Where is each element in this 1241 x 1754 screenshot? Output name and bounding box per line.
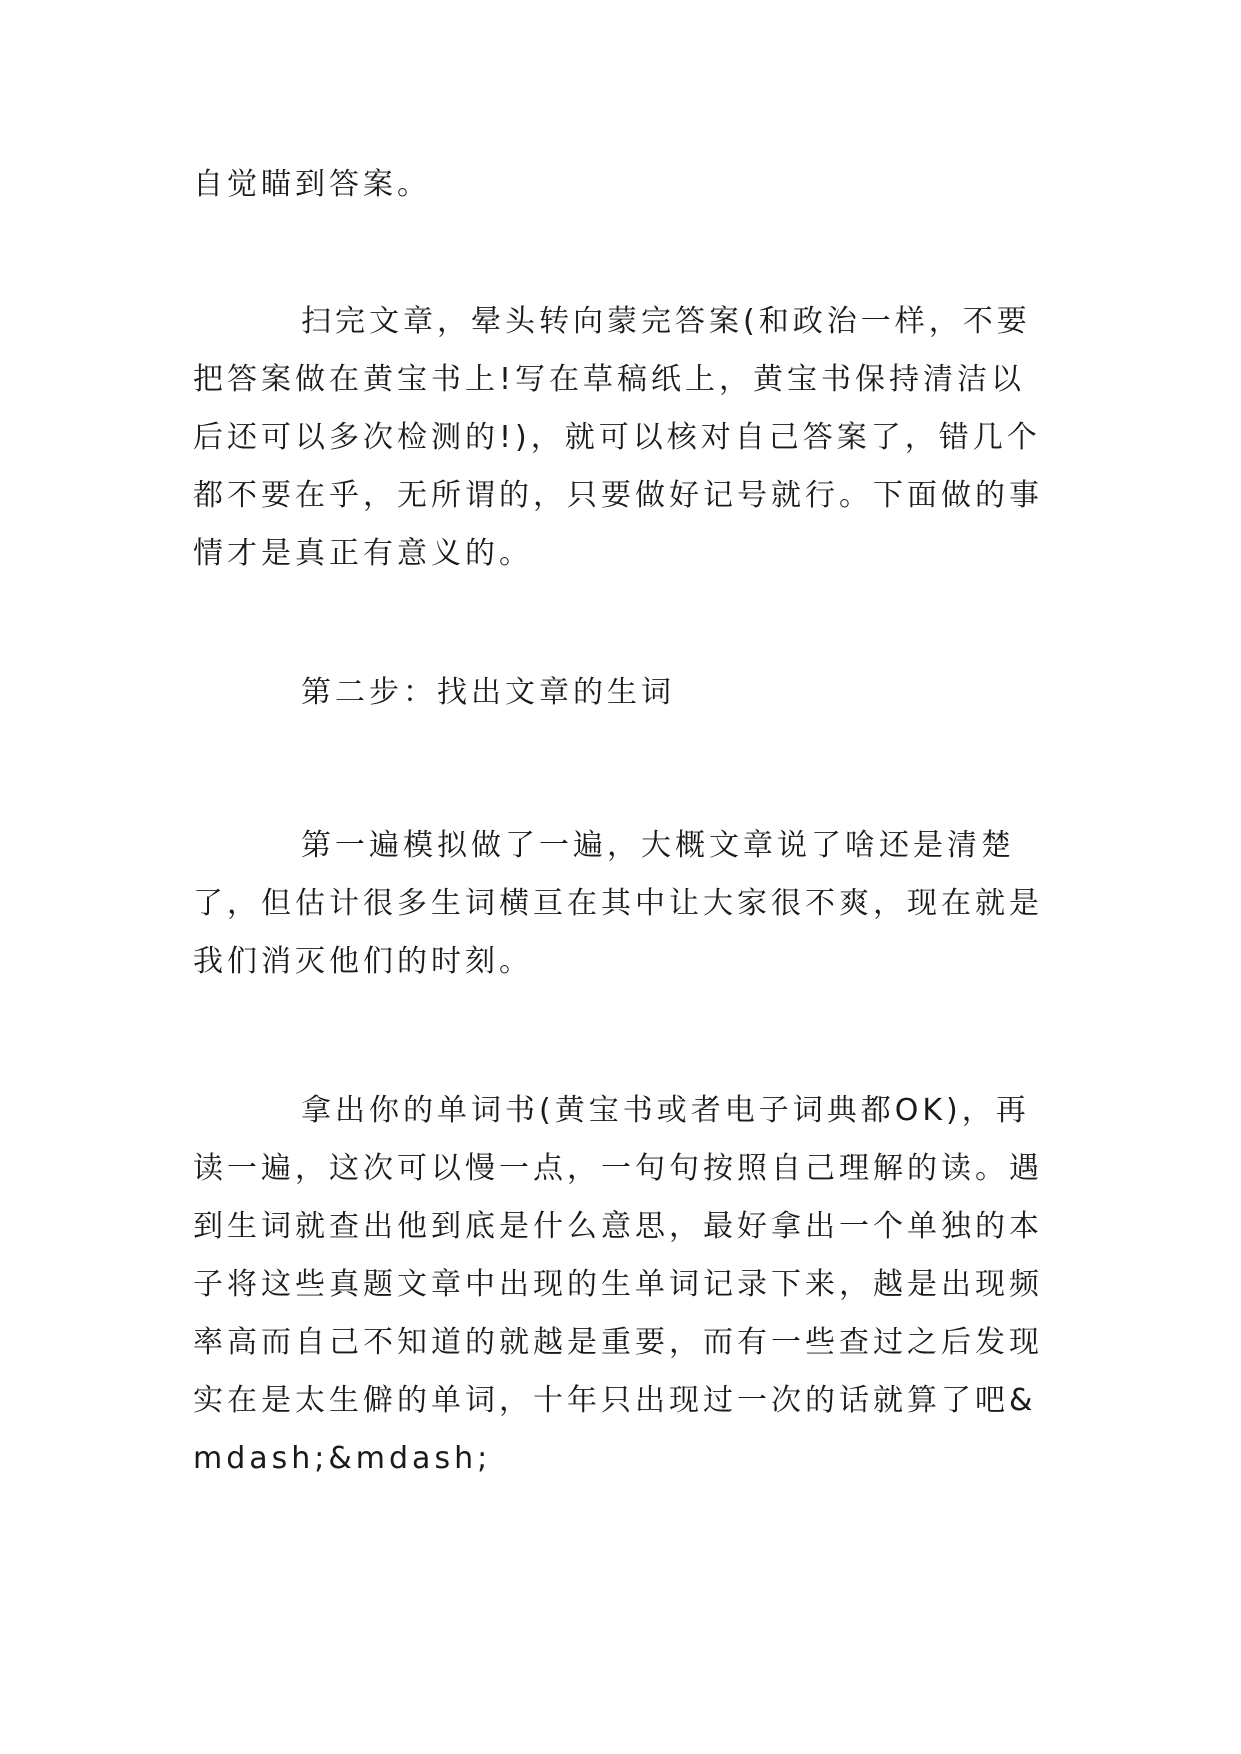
paragraph-vocabulary-intro: 第一遍模拟做了一遍，大概文章说了啥还是清楚了，但估计很多生词横亘在其中让大家很不爽，现在就是我们消灭他们的时刻。 bbox=[193, 828, 1043, 979]
paragraph-continuation: 自觉瞄到答案。 bbox=[193, 167, 431, 202]
section-heading-step-two: 第二步：找出文章的生词 bbox=[301, 675, 675, 710]
paragraph-check-answers: 扫完文章，晕头转向蒙完答案(和政治一样，不要把答案做在黄宝书上!写在草稿纸上，黄宝书保持清洁以后还可以多次检测的!)，就可以核对自己答案了，错几个都不要在乎，无所谓的，只要做好记号就行。下面做的事情才是真正有意义的。 bbox=[193, 304, 1043, 571]
paragraph-vocabulary-method: 拿出你的单词书(黄宝书或者电子词典都OK)，再读一遍，这次可以慢一点，一句句按照自己理解的读。遇到生词就查出他到底是什么意思，最好拿出一个单独的本子将这些真题文章中出现的生单词记录下来，越是出现频率高而自己不知道的就越是重要，而有一些查过之后发现实在是太生僻的单词，十年只出现过一次的话就算了吧&mdash;&mdash; bbox=[193, 1093, 1043, 1476]
